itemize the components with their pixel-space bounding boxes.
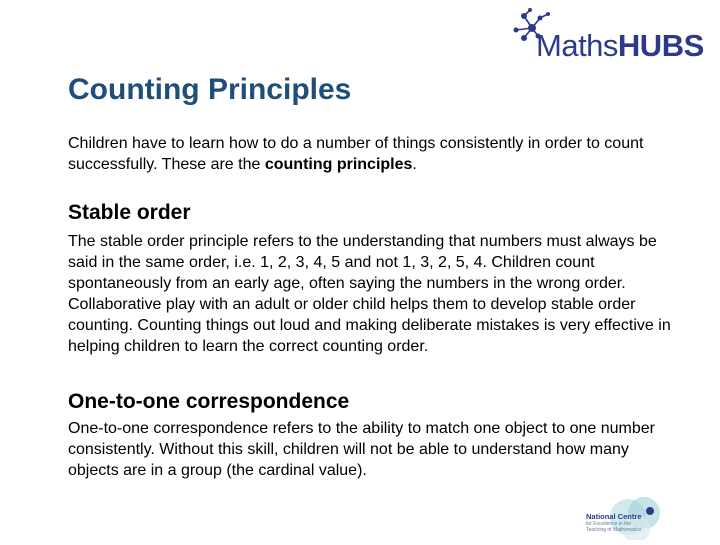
section-body-stable-order: The stable order principle refers to the understanding that numbers must always be said in the same order, i.e. 1, 2, 3, 4, 5 and not 1, 3, 2, 5, 4. Children count spontaneously from an early age, often saying the numbers in the wrong order. Collaborative play with an adult or older child helps them to develop stable order counting. Counting things out loud and making deliberate mistakes is very effective in helping children to learn the correct counting order. <box>68 233 671 355</box>
intro-text: Children have to learn how to do a number of things consistently in order to count successfully. These are the <box>68 135 644 173</box>
logo-maths-text: Maths <box>536 28 618 63</box>
maths-hubs-logo <box>510 8 715 68</box>
section-heading-one-to-one: One-to-one correspondence <box>68 390 350 413</box>
page-title: Counting Principles <box>68 73 352 106</box>
logo-hubs-text: HUBS <box>617 28 704 63</box>
ncetm-logo <box>580 495 670 540</box>
ncetm-line-1: National Centre <box>586 512 642 521</box>
ncetm-line-2: for Excellence in the <box>586 521 632 527</box>
intro-end: . <box>412 156 417 173</box>
intro-paragraph <box>68 133 678 175</box>
section-heading-stable-order: Stable order <box>68 201 191 224</box>
ncetm-text <box>586 513 641 533</box>
logo-wordmark <box>536 30 704 61</box>
intro-bold-text: counting principles <box>264 156 413 173</box>
ncetm-line-3: Teaching of Mathematics <box>586 527 642 533</box>
section-body-one-to-one: One-to-one correspondence refers to the ability to match one object to one number consistently. Without this skill, children will not be able to understand how many objects are in a group (the cardinal value). <box>68 420 656 479</box>
